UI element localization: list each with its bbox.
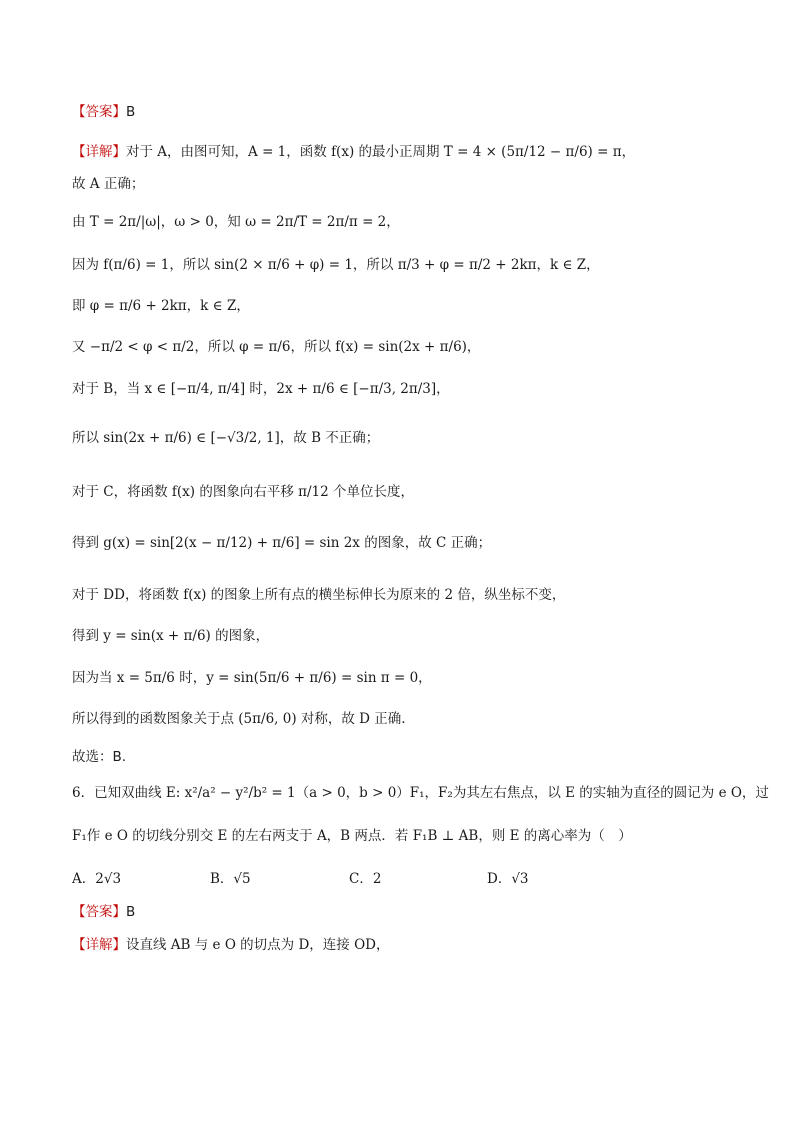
option-b-label: B． [210, 871, 234, 887]
detail-line-14: 所以得到的函数图象关于点 (5π/6, 0) 对称，故 D 正确. [72, 711, 406, 727]
detail-label: 【详解】 [72, 144, 126, 160]
detail-line-6: 又 −π/2 < φ < π/2，所以 φ = π/6，所以 f(x) = sin(2x + π/6)， [72, 339, 481, 355]
detail-line-10: 得到 g(x) = sin[2(x − π/12) + π/6] = sin 2x 的图象，故 C 正确； [72, 535, 492, 551]
detail-line-8: 所以 sin(2x + π/6) ∈ [−√3/2, 1]，故 B 不正确； [72, 430, 380, 446]
answer-value: B [126, 104, 136, 120]
q5-answer-line [72, 102, 764, 122]
option-a-label: A． [72, 871, 96, 887]
q6-stem-line-2: F₁作 e O 的切线分别交 E 的左右两支于 A，B 两点．若 F₁B ⊥ AB，则 E 的离心率为（ ） [72, 828, 632, 844]
option-d [487, 867, 529, 887]
detail-line-11: 对于 DD，将函数 f(x) 的图象上所有点的横坐标伸长为原来的 2 倍，纵坐标不变， [72, 587, 566, 603]
detail-text: 对于 A，由图可知，A = 1，函数 f(x) 的最小正周期 T = 4 × (5π/12 − π/6) = π， [126, 144, 636, 160]
detail-line-7: 对于 B，当 x ∈ [−π/4, π/4] 时，2x + π/6 ∈ [−π/3, 2π/3]， [72, 381, 450, 397]
option-c-value: 2 [372, 871, 382, 887]
option-a [72, 867, 121, 887]
detail-line-12: 得到 y = sin(x + π/6) 的图象， [72, 628, 270, 644]
option-c [349, 867, 381, 887]
answer-label: 【答案】 [72, 104, 126, 120]
detail-line-13: 因为当 x = 5π/6 时，y = sin(5π/6 + π/6) = sin π = 0， [72, 670, 432, 686]
q6-detail-line [72, 935, 764, 955]
option-d-value: √3 [511, 871, 529, 887]
option-a-value: 2√3 [95, 871, 122, 887]
q6-answer-label: 【答案】 [72, 904, 126, 920]
detail-line-2: 故 A 正确； [72, 176, 145, 192]
detail-line-9: 对于 C，将函数 f(x) 的图象向右平移 π/12 个单位长度， [72, 484, 415, 500]
q6-answer-value: B [126, 904, 136, 920]
detail-line-3: 由 T = 2π/|ω|，ω > 0，知 ω = 2π/T = 2π/π = 2， [72, 214, 400, 230]
option-b-value: √5 [233, 871, 251, 887]
detail-line-4: 因为 f(π/6) = 1，所以 sin(2 × π/6 + φ) = 1，所以 π/3 + φ = π/2 + 2kπ，k ∈ Z， [72, 257, 600, 273]
q6-detail-label: 【详解】 [72, 937, 126, 953]
detail-line-5: 即 φ = π/6 + 2kπ，k ∈ Z， [72, 298, 250, 314]
detail-line-1 [72, 142, 764, 162]
q6-detail-text: 设直线 AB 与 e O 的切点为 D，连接 OD， [126, 937, 390, 953]
option-b [210, 867, 251, 887]
q6-answer-line [72, 902, 764, 922]
conclusion-line: 故选：B. [72, 749, 127, 765]
q6-stem-line-1: 6．已知双曲线 E: x²/a² − y²/b² = 1（a > 0，b > 0）F₁，F₂为其左右焦点，以 E 的实轴为直径的圆记为 e O，过 [72, 785, 769, 801]
option-c-label: C． [349, 871, 373, 887]
option-d-label: D． [487, 871, 512, 887]
